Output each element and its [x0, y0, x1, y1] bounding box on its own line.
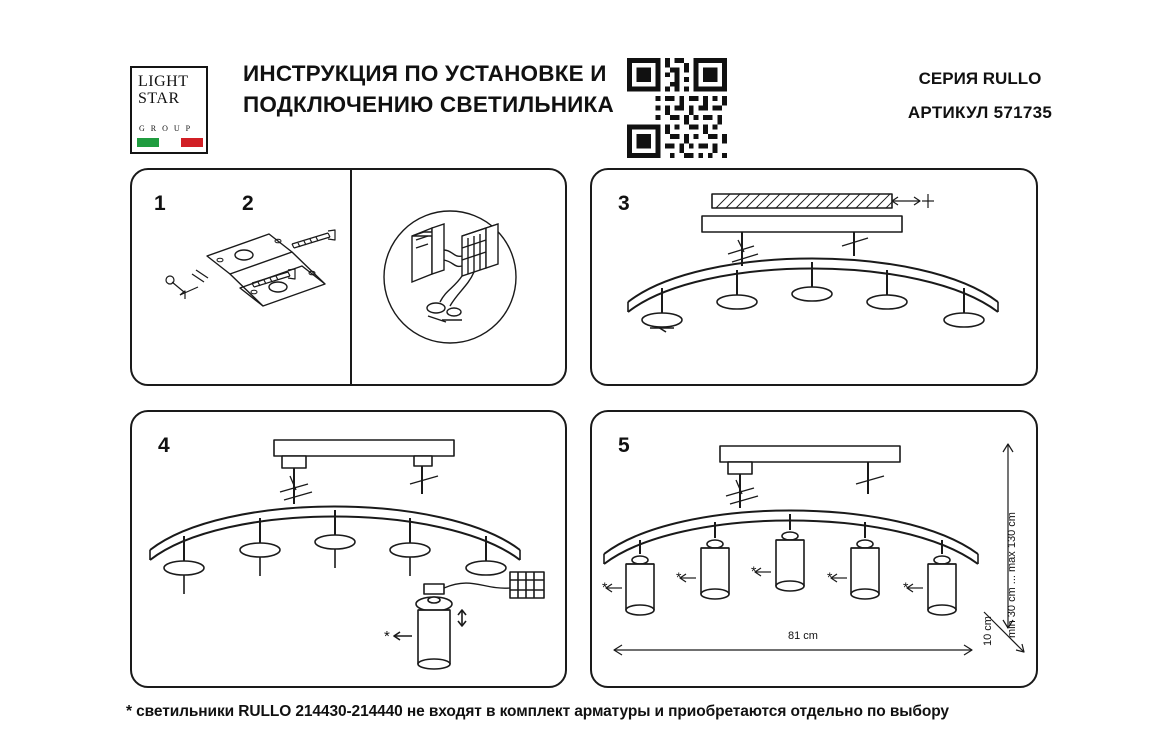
step-panel-3: [590, 168, 1038, 386]
svg-text:*: *: [903, 579, 909, 595]
article-label: АРТИКУЛ 571735: [907, 103, 1053, 122]
depth-dimension-label: 10 cm: [982, 616, 994, 646]
logo-line-1: LIGHT: [138, 73, 189, 90]
step-panel-4: [130, 410, 567, 688]
lightstar-logo: [130, 66, 208, 154]
step-panel-1-2: [130, 168, 567, 386]
base-attachment-step: [592, 170, 1036, 384]
page-title-line-1: ИНСТРУКЦИЯ ПО УСТАНОВКЕ И: [243, 61, 607, 86]
italian-flag-icon: [137, 138, 203, 147]
lamp-module-step: [132, 412, 565, 686]
final-assembly-step: [592, 412, 1036, 686]
svg-text:*: *: [827, 569, 833, 585]
step-number-5: 5: [618, 434, 630, 457]
svg-text:*: *: [602, 579, 608, 595]
series-label: СЕРИЯ RULLO: [918, 69, 1042, 88]
step-number-4: 4: [158, 434, 170, 457]
logo-group-text: G R O U P: [139, 124, 193, 133]
wiring-connection-step: [350, 170, 565, 384]
step-number-1: 1: [154, 192, 166, 215]
step-panel-5: [590, 410, 1038, 688]
svg-text:*: *: [751, 563, 757, 579]
height-dimension-label: min 30 cm ... max 130 cm: [1006, 512, 1018, 638]
svg-text:*: *: [676, 569, 682, 585]
width-dimension-label: 81 cm: [788, 630, 818, 642]
step-number-3: 3: [618, 192, 630, 215]
page-title: [243, 58, 633, 120]
logo-line-2: STAR: [138, 90, 180, 107]
product-info: [800, 62, 1160, 130]
svg-text:*: *: [384, 628, 390, 645]
footnote: * светильники RULLO 214430-214440 не входят в комплект арматуры и приобретаются отдельно по выбору: [126, 703, 949, 720]
qr-code-icon: [627, 58, 727, 158]
document-header: [0, 26, 1169, 136]
step-number-2: 2: [242, 192, 254, 215]
logo-text: [138, 73, 188, 107]
page-title-line-2: ПОДКЛЮЧЕНИЮ СВЕТИЛЬНИКА: [243, 92, 614, 117]
